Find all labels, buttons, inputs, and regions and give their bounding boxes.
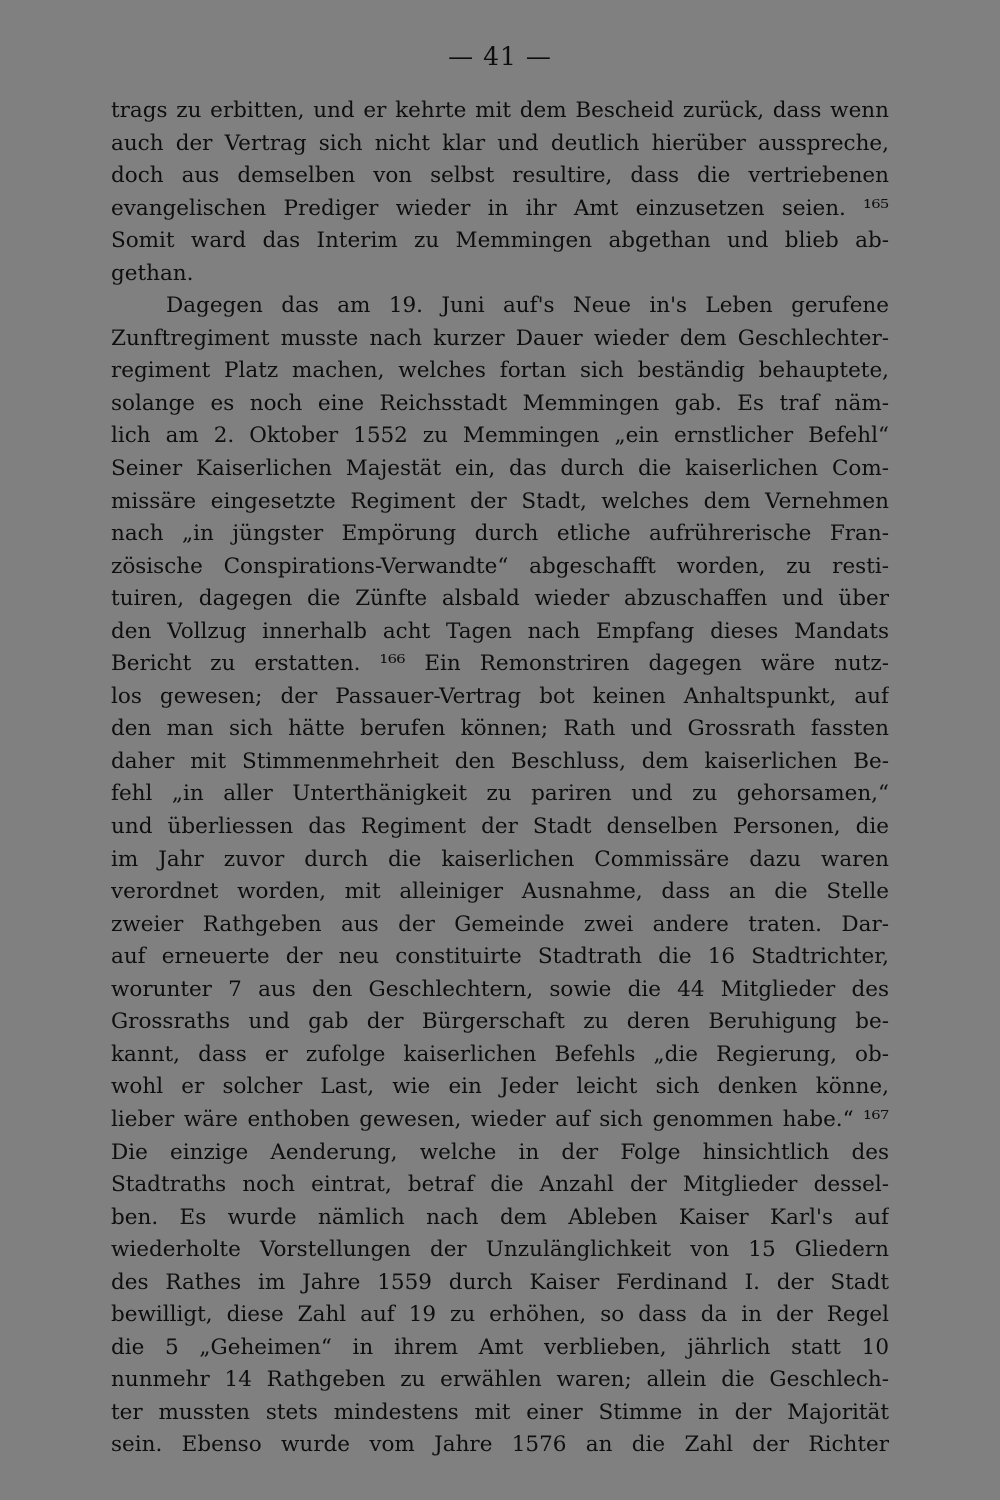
text-line: trags zu erbitten, und er kehrte mit dem Bescheid zurück, dass wenn: [111, 98, 889, 123]
text-line: nunmehr 14 Rathgeben zu erwählen waren; allein die Geschlech-: [111, 1367, 889, 1393]
text-line: auch der Vertrag sich nicht klar und deutlich hierüber ausspreche,: [111, 130, 889, 156]
text-line: und überliessen das Regiment der Stadt denselben Personen, die: [111, 814, 889, 840]
text-line: kannt, dass er zufolge kaiserlichen Befehls „die Regierung, ob-: [111, 1041, 889, 1067]
text-line: fehl „in aller Unterthänigkeit zu pariren und zu gehorsamen,“: [111, 781, 889, 807]
text-line: wiederholte Vorstellungen der Unzulänglichkeit von 15 Gliedern: [111, 1237, 889, 1263]
text-line: sein. Ebenso wurde vom Jahre 1576 an die Zahl der Richter: [111, 1432, 889, 1458]
text-line: zösische Conspirations-Verwandte“ abgeschafft worden, zu resti-: [111, 553, 889, 579]
text-line: nach „in jüngster Empörung durch etliche aufrührerische Fran-: [111, 521, 889, 547]
text-line: regiment Platz machen, welches fortan sich beständig behauptete,: [111, 358, 889, 384]
text-line: lieber wäre enthoben gewesen, wieder auf sich genommen habe.“ ¹⁶⁷: [111, 1106, 889, 1132]
text-line: ter mussten stets mindestens mit einer Stimme in der Majorität: [111, 1399, 889, 1425]
text-line: los gewesen; der Passauer-Vertrag bot keinen Anhaltspunkt, auf: [111, 683, 889, 709]
text-line: zweier Rathgeben aus der Gemeinde zwei andere traten. Dar-: [111, 911, 889, 937]
text-line: wohl er solcher Last, wie ein Jeder leicht sich denken könne,: [111, 1074, 889, 1100]
text-line: die 5 „Geheimen“ in ihrem Amt verblieben, jährlich statt 10: [111, 1334, 889, 1360]
text-line: worunter 7 aus den Geschlechtern, sowie die 44 Mitglieder des: [111, 976, 889, 1002]
text-line: auf erneuerte der neu constituirte Stadtrath die 16 Stadtrichter,: [111, 944, 889, 970]
text-line: des Rathes im Jahre 1559 durch Kaiser Ferdinand I. der Stadt: [111, 1269, 889, 1295]
text-line: im Jahr zuvor durch die kaiserlichen Commissäre dazu waren: [111, 846, 889, 872]
paragraph-start-line: Dagegen das am 19. Juni auf's Neue in's Leben gerufene: [166, 293, 889, 319]
text-line: Stadtraths noch eintrat, betraf die Anzahl der Mitglieder dessel-: [111, 1172, 889, 1198]
text-line: Zunftregiment musste nach kurzer Dauer wieder dem Geschlechter-: [111, 325, 889, 351]
text-line: Bericht zu erstatten. ¹⁶⁶ Ein Remonstriren dagegen wäre nutz-: [111, 651, 889, 677]
text-line: lich am 2. Oktober 1552 zu Memmingen „ein ernstlicher Befehl“: [111, 423, 889, 449]
text-line: gethan.: [111, 260, 194, 286]
text-line: Seiner Kaiserlichen Majestät ein, das durch die kaiserlichen Com-: [111, 456, 889, 482]
text-line: Somit ward das Interim zu Memmingen abgethan und blieb ab-: [111, 228, 889, 254]
text-line: den Vollzug innerhalb acht Tagen nach Empfang dieses Mandats: [111, 618, 889, 644]
text-line: bewilligt, diese Zahl auf 19 zu erhöhen, so dass da in der Regel: [111, 1302, 889, 1328]
text-line: verordnet worden, mit alleiniger Ausnahme, dass an die Stelle: [111, 879, 889, 905]
text-line: Die einzige Aenderung, welche in der Folge hinsichtlich des: [111, 1139, 889, 1165]
text-line: ben. Es wurde nämlich nach dem Ableben Kaiser Karl's auf: [111, 1204, 889, 1230]
page-number: — 41 —: [448, 42, 552, 71]
body-text: [111, 95, 889, 1462]
text-line: Grossraths und gab der Bürgerschaft zu deren Beruhigung be-: [111, 1009, 889, 1035]
text-line: tuiren, dagegen die Zünfte alsbald wieder abzuschaffen und über: [111, 586, 889, 612]
text-line: evangelischen Prediger wieder in ihr Amt einzusetzen seien. ¹⁶⁵: [111, 195, 889, 221]
text-line: daher mit Stimmenmehrheit den Beschluss, dem kaiserlichen Be-: [111, 748, 889, 774]
text-line: doch aus demselben von selbst resultire, dass die vertriebenen: [111, 163, 889, 189]
text-line: missäre eingesetzte Regiment der Stadt, welches dem Vernehmen: [111, 488, 889, 514]
text-line: den man sich hätte berufen können; Rath und Grossrath fassten: [111, 716, 889, 742]
text-line: solange es noch eine Reichsstadt Memmingen gab. Es traf näm-: [111, 390, 889, 416]
